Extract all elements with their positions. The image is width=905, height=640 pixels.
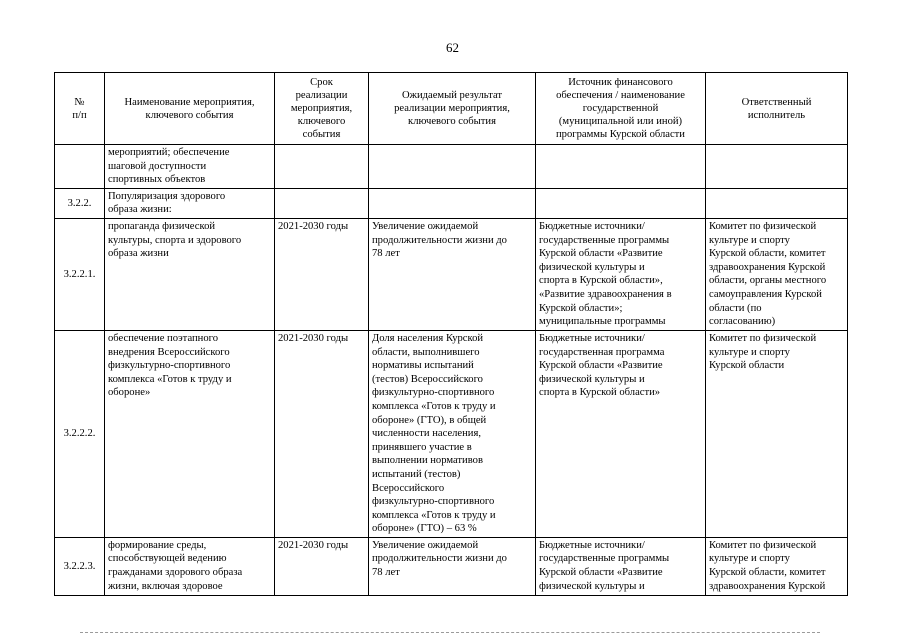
row-term bbox=[275, 145, 369, 189]
row-executor: Комитет по физической культуре и спорту Курской области, комитет здравоохранения Курской области, органы местного самоуправления Курской области (по согласованию) bbox=[706, 218, 848, 330]
table-row bbox=[55, 188, 848, 218]
row-executor bbox=[706, 188, 848, 218]
row-number bbox=[55, 145, 105, 189]
header-executor: Ответственный исполнитель bbox=[706, 73, 848, 145]
row-event-name: Популяризация здорового образа жизни: bbox=[105, 188, 275, 218]
row-funding-source bbox=[536, 188, 706, 218]
table-row bbox=[55, 218, 848, 330]
page-number: 62 bbox=[446, 40, 459, 55]
table-row bbox=[55, 330, 848, 537]
row-term bbox=[275, 188, 369, 218]
action-plan-table bbox=[54, 72, 848, 596]
row-executor: Комитет по физической культуре и спорту Курской области bbox=[706, 330, 848, 537]
row-executor: Комитет по физической культуре и спорту Курской области, комитет здравоохранения Курской bbox=[706, 537, 848, 595]
header-term: Срок реализации мероприятия, ключевого события bbox=[275, 73, 369, 145]
row-executor bbox=[706, 145, 848, 189]
row-event-name: пропаганда физической культуры, спорта и здорового образа жизни bbox=[105, 218, 275, 330]
header-number: № п/п bbox=[55, 73, 105, 145]
row-expected-result bbox=[369, 188, 536, 218]
row-event-name: обеспечение поэтапного внедрения Всероссийского физкультурно-спортивного комплекса «Готов к труду и обороне» bbox=[105, 330, 275, 537]
row-funding-source bbox=[536, 145, 706, 189]
header-expected-result: Ожидаемый результат реализации мероприятия, ключевого события bbox=[369, 73, 536, 145]
table-row bbox=[55, 145, 848, 189]
row-number: 3.2.2.1. bbox=[55, 218, 105, 330]
row-expected-result bbox=[369, 145, 536, 189]
row-number: 3.2.2.2. bbox=[55, 330, 105, 537]
row-expected-result: Увеличение ожидаемой продолжительности жизни до 78 лет bbox=[369, 537, 536, 595]
table-row bbox=[55, 537, 848, 595]
table-header-row bbox=[55, 73, 848, 145]
row-term: 2021-2030 годы bbox=[275, 218, 369, 330]
header-event-name: Наименование мероприятия, ключевого события bbox=[105, 73, 275, 145]
row-term: 2021-2030 годы bbox=[275, 537, 369, 595]
header-funding-source: Источник финансового обеспечения / наименование государственной (муниципальной или иной) программы Курской области bbox=[536, 73, 706, 145]
row-expected-result: Доля населения Курской области, выполнившего нормативы испытаний (тестов) Всероссийского физкультурно-спортивного комплекса «Готов к труду и обороне» (ГТО), в общей численности населения, принявшего участие в выполнении нормативов испытаний (тестов) Всероссийского физкультурно-спортивного комплекса «Готов к труду и обороне» (ГТО) – 63 % bbox=[369, 330, 536, 537]
row-expected-result: Увеличение ожидаемой продолжительности жизни до 78 лет bbox=[369, 218, 536, 330]
row-event-name: мероприятий; обеспечение шаговой доступности спортивных объектов bbox=[105, 145, 275, 189]
row-number: 3.2.2. bbox=[55, 188, 105, 218]
row-funding-source: Бюджетные источники/ государственные программы Курской области «Развитие физической культуры и спорта в Курской области», «Развитие здравоохранения в Курской области»; муниципальные программы bbox=[536, 218, 706, 330]
row-funding-source: Бюджетные источники/ государственные программы Курской области «Развитие физической культуры и bbox=[536, 537, 706, 595]
row-number: 3.2.2.3. bbox=[55, 537, 105, 595]
row-funding-source: Бюджетные источники/ государственная программа Курской области «Развитие физической культуры и спорта в Курской области» bbox=[536, 330, 706, 537]
scan-bottom-edge bbox=[80, 632, 820, 634]
row-event-name: формирование среды, способствующей ведению гражданами здорового образа жизни, включая здоровое bbox=[105, 537, 275, 595]
row-term: 2021-2030 годы bbox=[275, 330, 369, 537]
